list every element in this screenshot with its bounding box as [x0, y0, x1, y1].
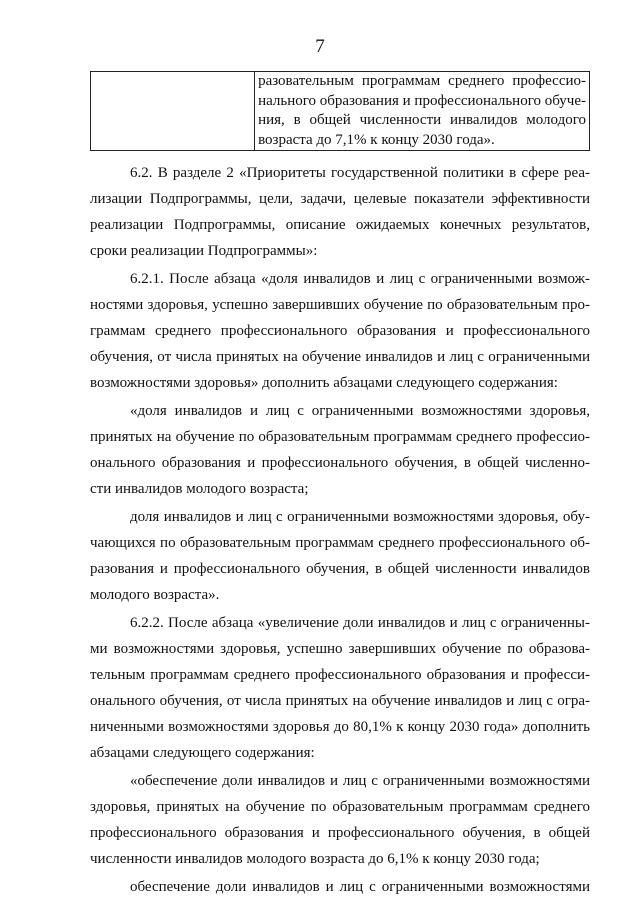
text-line: 6.2. В разделе 2 «Приоритеты государственной политики в сфере реа-	[130, 165, 590, 181]
table-cell-text	[255, 72, 590, 151]
quoted-paragraph	[90, 504, 590, 608]
text-line: профессионального образования и профессионального обучения, в общей	[90, 825, 590, 841]
text-line: 6.2.2. После абзаца «увеличение доли инвалидов и лиц с ограниченны-	[130, 615, 590, 631]
text-line: ми возможностями здоровья, успешно завершивших обучение по образова-	[90, 641, 590, 657]
text-line: тельным программам среднего профессионального образования и професси-	[90, 667, 590, 683]
paragraph-6-2	[90, 160, 590, 264]
page-number: 7	[315, 36, 325, 57]
text-line: ниченными возможностями здоровья до 80,1% к концу 2030 года» дополнить	[90, 719, 590, 735]
text-line: «обеспечение доли инвалидов и лиц с ограниченными возможностями	[130, 773, 590, 789]
text-line: чающихся по образовательным программам среднего профессионального об-	[90, 535, 590, 551]
quoted-paragraph	[90, 768, 590, 872]
text-line: разования и профессионального обучения, в общей численности инвалидов	[90, 561, 590, 577]
quoted-paragraph	[90, 874, 590, 900]
text-line: здоровья, принятых на обучение по образовательным программам среднего	[90, 799, 590, 815]
text-line: онального образования и профессионального обучения, в общей численно-	[90, 455, 590, 471]
text-line: численности инвалидов молодого возраста до 6,1% к концу 2030 года;	[90, 851, 540, 867]
text-line: 6.2.1. После абзаца «доля инвалидов и лиц с ограниченными возмож-	[130, 271, 590, 287]
table-cell-empty	[91, 72, 255, 151]
text-line: реализации Подпрограммы, описание ожидаемых конечных результатов,	[90, 217, 590, 233]
text-line: возможностями здоровья» дополнить абзацами следующего содержания:	[90, 375, 558, 391]
table-text-line: нального образования и профессионального обуче-	[258, 92, 586, 109]
text-line: сти инвалидов молодого возраста;	[90, 481, 309, 497]
table-text-line: возраста до 7,1% к концу 2030 года».	[258, 131, 495, 148]
document-body	[90, 160, 590, 902]
text-line: граммам среднего профессионального образования и профессионального	[90, 323, 590, 339]
paragraph-6-2-2	[90, 610, 590, 766]
text-line: доля инвалидов и лиц с ограниченными возможностями здоровья, обу-	[130, 509, 590, 525]
table-text-line: разовательным программам среднего профессио-	[258, 73, 586, 89]
text-line: онального обучения, от числа принятых на обучение инвалидов и лиц с огра-	[90, 693, 590, 709]
text-line: «доля инвалидов и лиц с ограниченными возможностями здоровья,	[130, 403, 590, 419]
text-line: лизации Подпрограммы, цели, задачи, целевые показатели эффективности	[90, 191, 590, 207]
paragraph-6-2-1	[90, 266, 590, 396]
continuation-table	[90, 71, 590, 151]
table-row	[91, 72, 590, 151]
quoted-paragraph	[90, 398, 590, 502]
text-line: обеспечение доли инвалидов и лиц с ограниченными возможностями	[130, 879, 590, 895]
text-line: сроки реализации Подпрограммы»:	[90, 243, 318, 259]
text-line: обучения, от числа принятых на обучение инвалидов и лиц с ограниченными	[90, 349, 590, 365]
text-line: принятых на обучение по образовательным программам среднего профессио-	[90, 429, 590, 445]
text-line: абзацами следующего содержания:	[90, 745, 315, 761]
table-text-line: ния, в общей численности инвалидов молодого	[258, 112, 586, 128]
text-line: ностями здоровья, успешно завершивших обучение по образовательным про-	[90, 297, 590, 313]
text-line: молодого возраста».	[90, 587, 220, 603]
